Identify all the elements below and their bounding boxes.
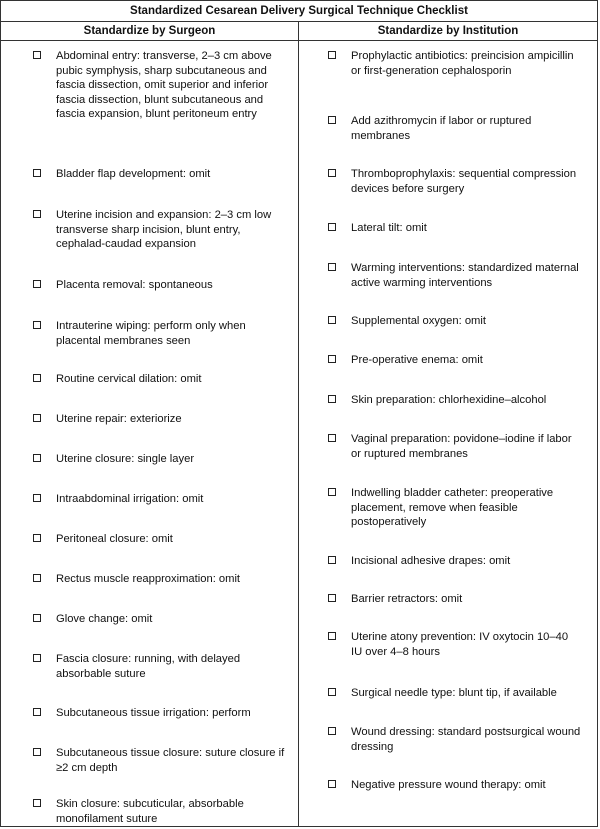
item-text: Placenta removal: spontaneous [56, 279, 213, 291]
item-text: Skin preparation: chlorhexidine–alcohol [351, 394, 547, 406]
checkbox[interactable] [328, 316, 336, 324]
checkbox[interactable] [33, 708, 41, 716]
checkbox[interactable] [328, 263, 336, 271]
checkbox[interactable] [328, 355, 336, 363]
checkbox[interactable] [328, 169, 336, 177]
checkbox[interactable] [328, 632, 336, 640]
checkbox[interactable] [328, 223, 336, 231]
checkbox[interactable] [33, 534, 41, 542]
item-text: Intraabdominal irrigation: omit [56, 493, 204, 505]
item-text: Surgical needle type: blunt tip, if available [351, 687, 557, 699]
item-text: Subcutaneous tissue irrigation: perform [56, 707, 251, 719]
checkbox[interactable] [33, 454, 41, 462]
checklist-title: Standardized Cesarean Delivery Surgical Technique Checklist [1, 1, 597, 22]
column-divider [298, 41, 299, 826]
item-text: Uterine incision and expansion: 2–3 cm low transverse sharp incision, blunt entry, cephalad-caudad expansion [56, 209, 272, 251]
item-text: Bladder flap development: omit [56, 168, 211, 180]
checkbox[interactable] [328, 688, 336, 696]
item-text: Routine cervical dilation: omit [56, 373, 202, 385]
item-text: Uterine closure: single layer [56, 453, 195, 465]
item-text: Skin closure: subcuticular, absorbable monofilament suture [56, 798, 244, 825]
item-text: Add azithromycin if labor or ruptured membranes [351, 115, 532, 142]
item-text: Wound dressing: standard postsurgical wound dressing [351, 726, 581, 753]
item-text: Prophylactic antibiotics: preincision ampicillin or first-generation cephalosporin [351, 50, 574, 77]
item-text: Indwelling bladder catheter: preoperative placement, remove when feasible postoperatively [351, 487, 554, 529]
checkbox[interactable] [328, 727, 336, 735]
checkbox[interactable] [328, 116, 336, 124]
item-text: Barrier retractors: omit [351, 593, 463, 605]
surgeon-column-header: Standardize by Surgeon [1, 22, 299, 40]
item-text: Fascia closure: running, with delayed absorbable suture [56, 653, 241, 680]
checkbox[interactable] [33, 614, 41, 622]
item-text: Incisional adhesive drapes: omit [351, 555, 511, 567]
item-text: Rectus muscle reapproximation: omit [56, 573, 241, 585]
checkbox[interactable] [33, 374, 41, 382]
item-text: Uterine repair: exteriorize [56, 413, 182, 425]
checkbox[interactable] [328, 395, 336, 403]
checkbox[interactable] [33, 210, 41, 218]
checkbox[interactable] [328, 594, 336, 602]
item-text: Abdominal entry: transverse, 2–3 cm above pubic symphysis, sharp subcutaneous and fascia dissection, omit superior and inferior fascia dissection, blunt subcutaneous and fascia expansion, blunt peritoneum entry [56, 50, 272, 121]
item-text: Vaginal preparation: povidone–iodine if labor or ruptured membranes [351, 433, 572, 460]
checkbox[interactable] [328, 780, 336, 788]
checklist-body [1, 41, 597, 826]
checkbox[interactable] [33, 51, 41, 59]
item-text: Thromboprophylaxis: sequential compression devices before surgery [351, 168, 577, 195]
item-text: Pre-operative enema: omit [351, 354, 483, 366]
column-headers [1, 22, 597, 41]
item-text: Peritoneal closure: omit [56, 533, 173, 545]
item-text: Supplemental oxygen: omit [351, 315, 486, 327]
institution-column-header: Standardize by Institution [377, 25, 519, 37]
item-text: Glove change: omit [56, 613, 153, 625]
checkbox[interactable] [33, 799, 41, 807]
checkbox[interactable] [33, 654, 41, 662]
checkbox[interactable] [33, 494, 41, 502]
checkbox[interactable] [328, 488, 336, 496]
item-text: Intrauterine wiping: perform only when placental membranes seen [56, 320, 246, 347]
item-text: Warming interventions: standardized maternal active warming interventions [351, 262, 579, 289]
checkbox[interactable] [33, 169, 41, 177]
item-text: Lateral tilt: omit [351, 222, 427, 234]
checkbox[interactable] [33, 574, 41, 582]
item-text: Subcutaneous tissue closure: suture closure if ≥2 cm depth [56, 747, 285, 774]
checkbox[interactable] [33, 748, 41, 756]
item-text: Negative pressure wound therapy: omit [351, 779, 546, 791]
checkbox[interactable] [33, 321, 41, 329]
checkbox[interactable] [33, 414, 41, 422]
checkbox[interactable] [328, 434, 336, 442]
checkbox[interactable] [328, 51, 336, 59]
checkbox[interactable] [33, 280, 41, 288]
item-text: Uterine atony prevention: IV oxytocin 10–40 IU over 4–8 hours [351, 631, 569, 658]
checkbox[interactable] [328, 556, 336, 564]
